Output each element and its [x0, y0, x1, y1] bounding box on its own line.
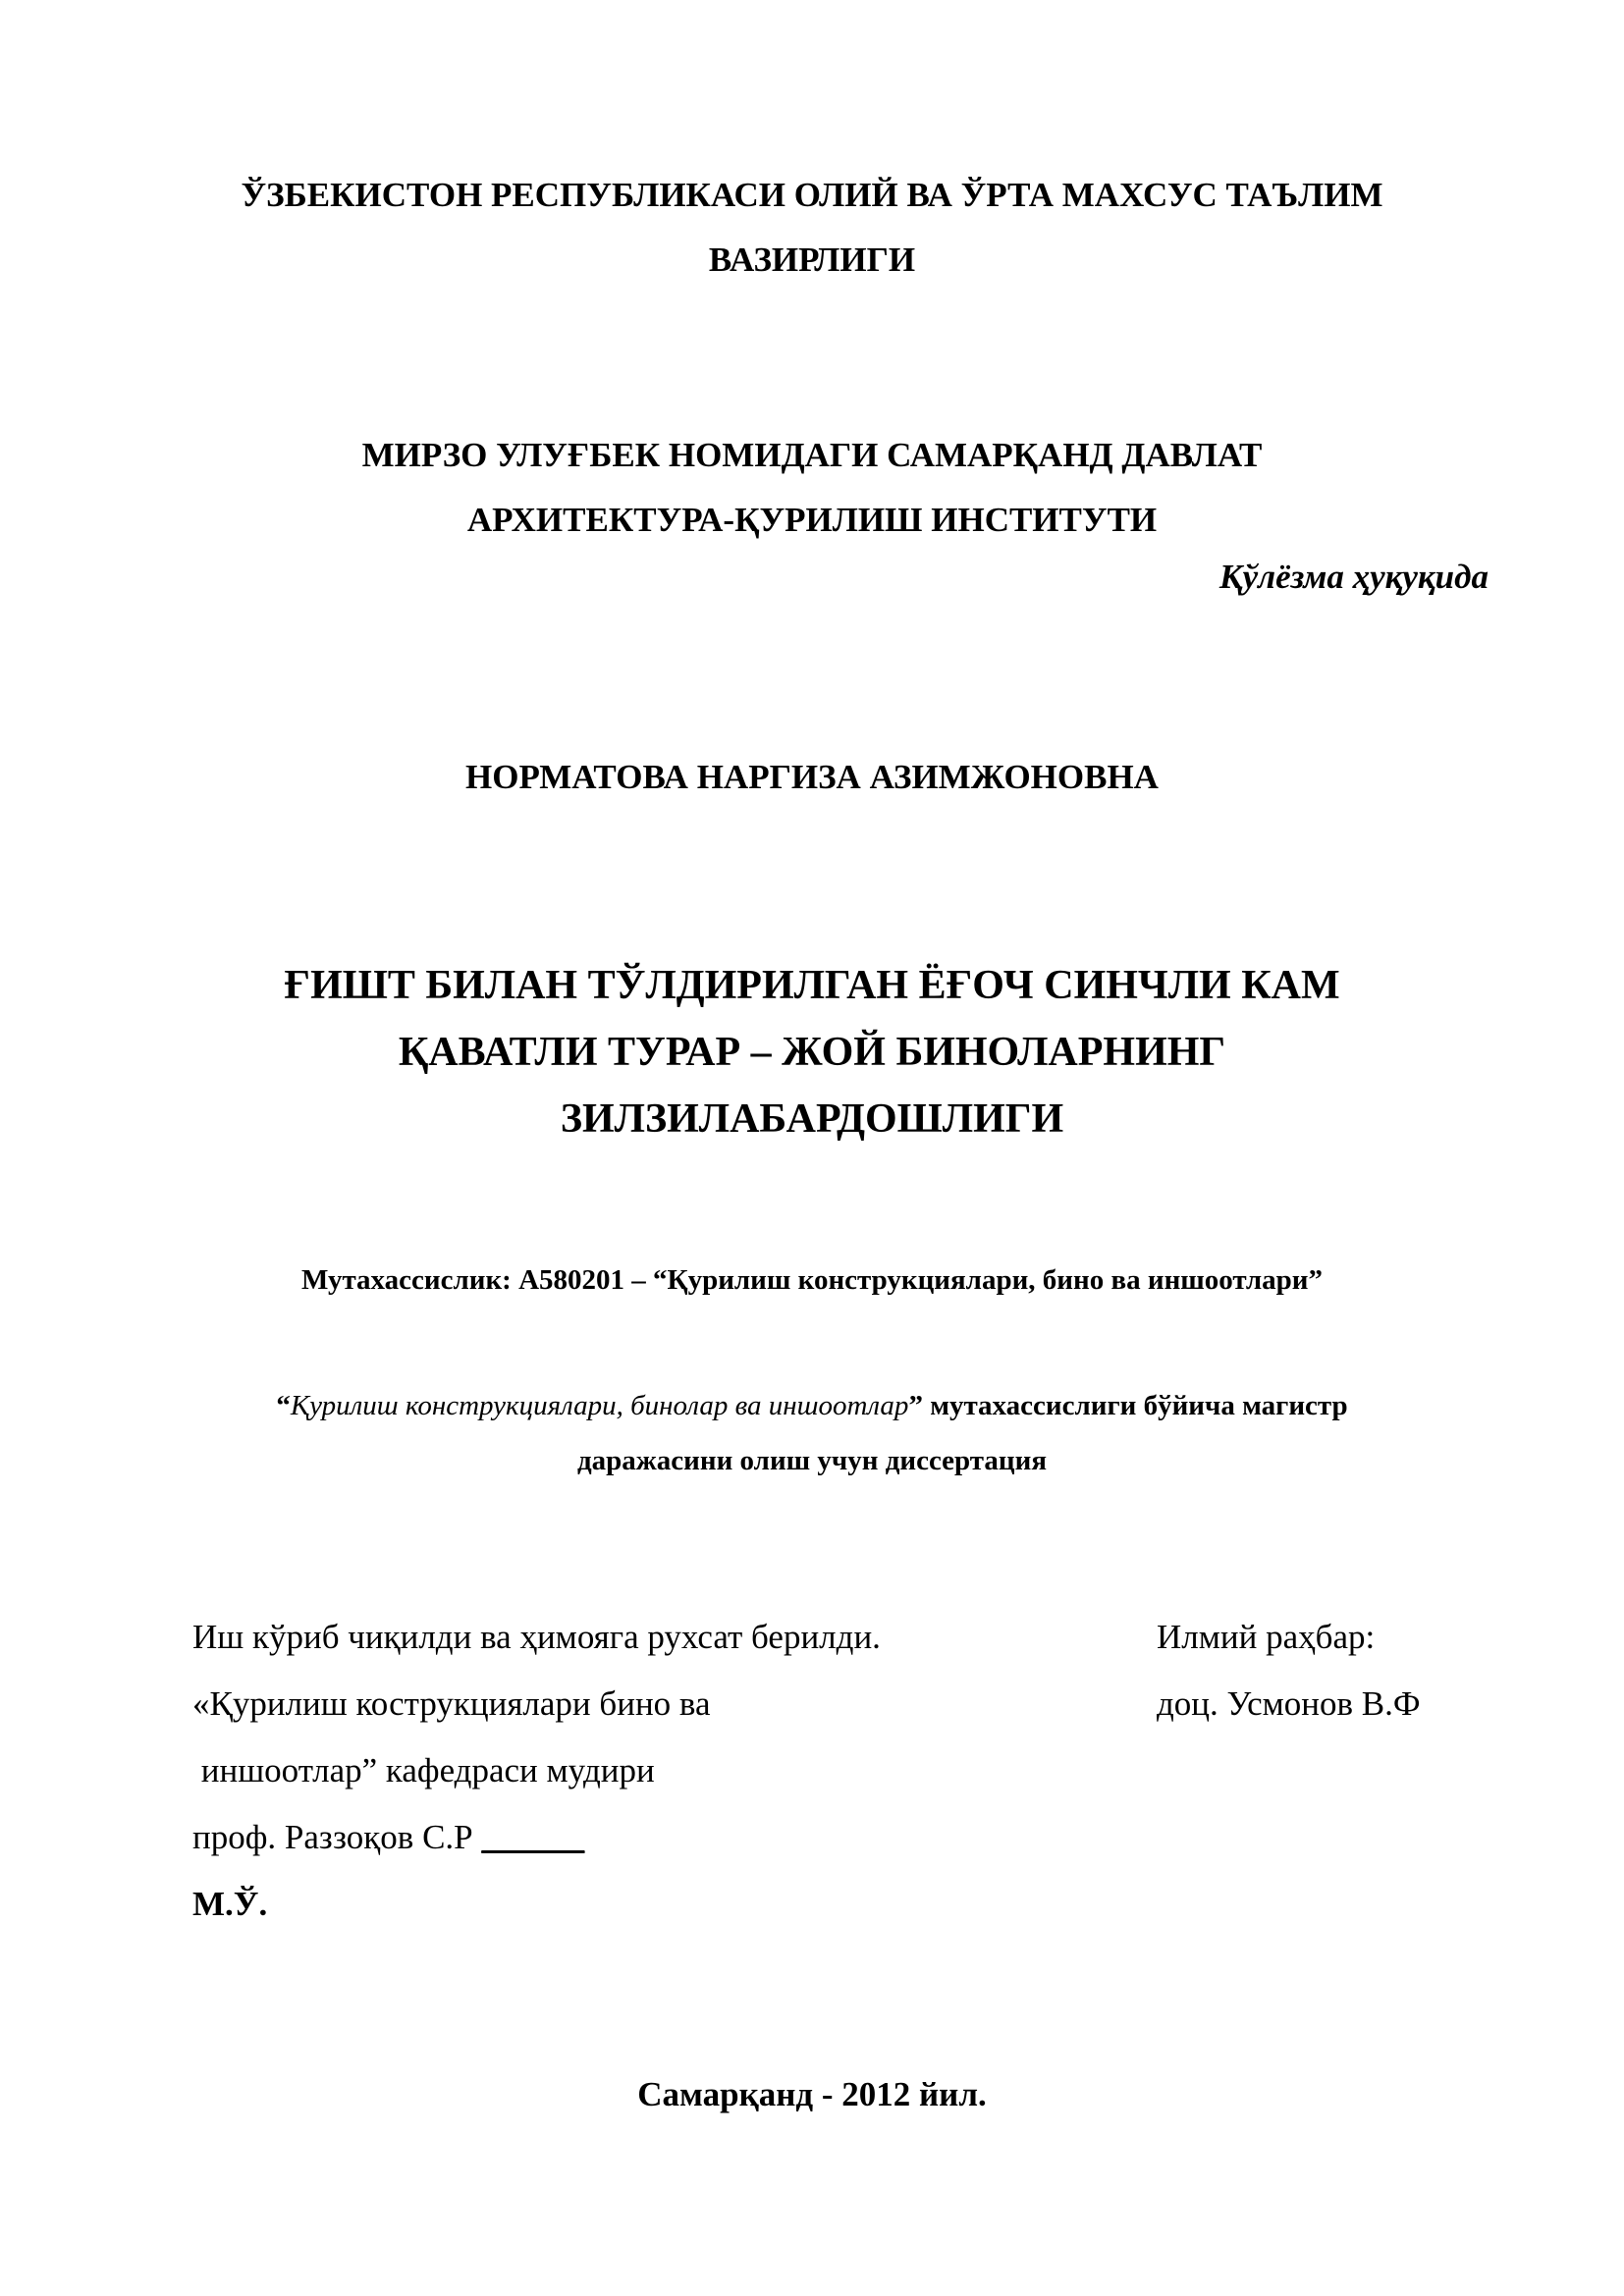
place-and-year: Самарқанд - 2012 йил. — [637, 2075, 987, 2113]
title-line-2: ҚАВАТЛИ ТУРАР – ЖОЙ БИНОЛАРНИНГ — [398, 1030, 1226, 1075]
approval-line-1: Иш кўриб чиқилди ва ҳимояга рухсат берилди. — [192, 1618, 881, 1656]
title-line-1: ҒИШТ БИЛАН ТЎЛДИРИЛГАН ЁҒОЧ СИНЧЛИ КАМ — [284, 963, 1340, 1008]
thesis-title — [0, 952, 1624, 1152]
stamp-initials: М.Ў. — [192, 1885, 268, 1923]
ministry-line-2: ВАЗИРЛИГИ — [708, 240, 916, 279]
degree-line-1 — [0, 1378, 1624, 1433]
manuscript-note: Қўлёзма ҳуқуқида — [1218, 558, 1489, 596]
title-line-3: ЗИЛЗИЛАБАРДОШЛИГИ — [560, 1096, 1064, 1142]
approval-line-4 — [192, 1804, 881, 1871]
approval-line-3: иншоотлар” кафедраси мудири — [192, 1751, 655, 1789]
supervisor-label: Илмий раҳбар: — [1157, 1618, 1376, 1656]
signature-blank: ______ — [481, 1818, 585, 1856]
degree-line-1-rest: ” мутахассислиги бўйича магистр — [908, 1390, 1348, 1421]
institute-heading — [0, 423, 1624, 553]
degree-open-quote: “ — [276, 1390, 291, 1421]
degree-line-2: даражасини олиш учун диссертация — [576, 1445, 1048, 1476]
ministry-heading — [0, 163, 1624, 293]
approval-block — [192, 1604, 881, 1938]
degree-specialty-name: Қурилиш конструкциялари, бинолар ва иншоотлар — [290, 1390, 909, 1421]
ministry-line-1: ЎЗБЕКИСТОН РЕСПУБЛИКАСИ ОЛИЙ ВА ЎРТА МАХСУС ТАЪЛИМ — [241, 176, 1383, 214]
degree-statement — [0, 1378, 1624, 1488]
institute-line-2: АРХИТЕКТУРА-ҚУРИЛИШ ИНСТИТУТИ — [466, 501, 1158, 539]
author-name: НОРМАТОВА НАРГИЗА АЗИМЖОНОВНА — [465, 758, 1159, 796]
head-of-department-name: проф. Раззоқов С.Р — [192, 1818, 482, 1856]
supervisor-name: доц. Усмонов В.Ф — [1157, 1684, 1421, 1723]
institute-line-1: МИРЗО УЛУҒБЕК НОМИДАГИ САМАРҚАНД ДАВЛАТ — [361, 436, 1263, 474]
approval-line-2: «Қурилиш кострукциялари бино ва — [192, 1684, 711, 1723]
supervisor-block — [1157, 1604, 1421, 1737]
specialty-line: Мутахассислик: А580201 – “Қурилиш конструкциялари, бино ва иншоотлари” — [300, 1264, 1324, 1296]
